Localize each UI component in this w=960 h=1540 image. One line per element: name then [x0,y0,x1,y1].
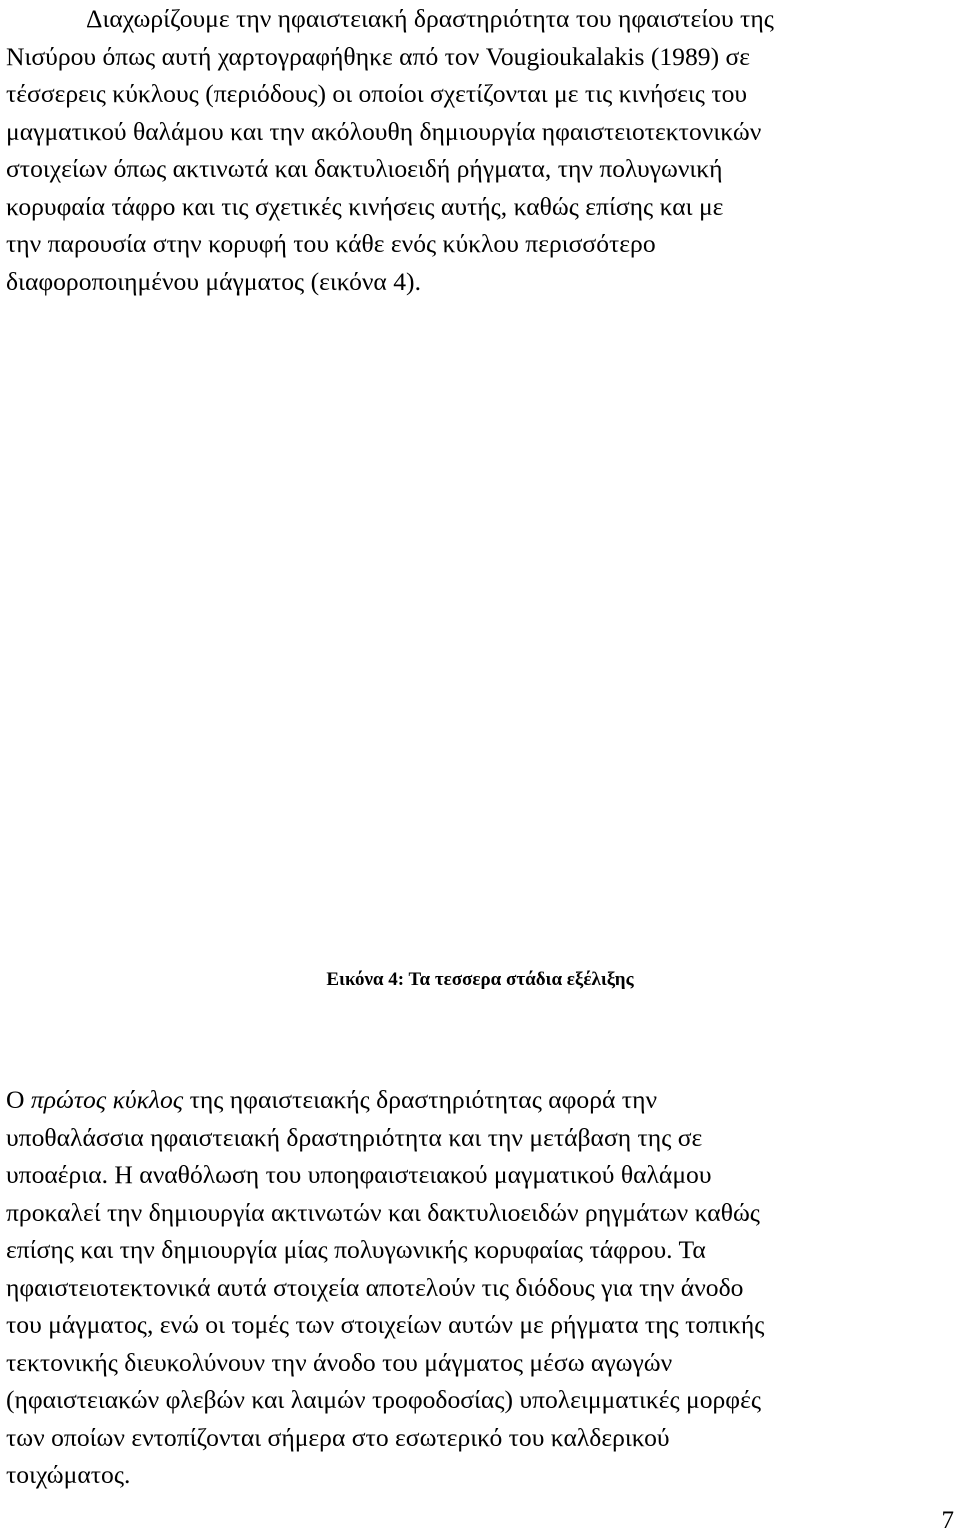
text-line: του μάγματος, ενώ οι τομές των στοιχείων αυτών με ρήγματα της τοπικής [6,1310,765,1339]
text-line: την παρουσία στην κορυφή του κάθε ενός κύκλου περισσότερο [6,229,656,258]
text-line: υποθαλάσσια ηφαιστειακή δραστηριότητα και την μετάβαση της σε [6,1122,703,1152]
text-run: της ηφαιστειακής δραστηριότητας αφορά την [183,1085,658,1114]
text-line: Νισύρου όπως αυτή χαρτογραφήθηκε από τον Vougioukalakis (1989) σε [6,41,751,71]
text-line: κορυφαία τάφρο και τις σχετικές κινήσεις αυτής, καθώς επίσης και με [6,191,724,221]
page-number: 7 [941,1507,954,1534]
emphasized-term: πρώτος κύκλος [30,1085,184,1114]
first-cycle-paragraph [6,1081,958,1494]
text-line [6,1081,958,1119]
text-line: μαγματικού θαλάμου και την ακόλουθη δημιουργία ηφαιστειοτεκτονικών [6,116,762,146]
text-line: διαφοροποιημένου μάγματος (εικόνα 4). [6,266,421,296]
text-line: τεκτονικής διευκολύνουν την άνοδο του μάγματος μέσω αγωγών [6,1347,673,1377]
figure-caption: Εικόνα 4: Τα τεσσερα στάδια εξέλιξης [326,969,634,990]
text-line: των οποίων εντοπίζονται σήμερα στο εσωτερικό του καλδερικού [6,1422,670,1452]
text-line: στοιχείων όπως ακτινωτά και δακτυλιοειδή ρήγματα, την πολυγωνική [6,154,723,183]
intro-paragraph [6,0,958,300]
text-line: τοιχώματος. [6,1460,131,1489]
text-line: Διαχωρίζουμε την ηφαιστειακή δραστηριότητα του ηφαιστείου της [86,4,774,33]
figure-placeholder [0,300,960,950]
text-run: Ο [6,1085,31,1114]
text-line: επίσης και την δημιουργία μίας πολυγωνικής κορυφαίας τάφρου. Τα [6,1235,706,1264]
text-line: προκαλεί την δημιουργία ακτινωτών και δακτυλιοειδών ρηγμάτων καθώς [6,1197,760,1227]
text-line: τέσσερεις κύκλους (περιόδους) οι οποίοι σχετίζονται με τις κινήσεις του [6,79,748,108]
text-line: ηφαιστειοτεκτονικά αυτά στοιχεία αποτελούν τις διόδους για την άνοδο [6,1272,744,1302]
text-line: υποαέρια. Η αναθόλωση του υποηφαιστειακού μαγματικού θαλάμου [6,1160,712,1189]
text-line: (ηφαιστειακών φλεβών και λαιμών τροφοδοσίας) υπολειμματικές μορφές [6,1385,761,1414]
